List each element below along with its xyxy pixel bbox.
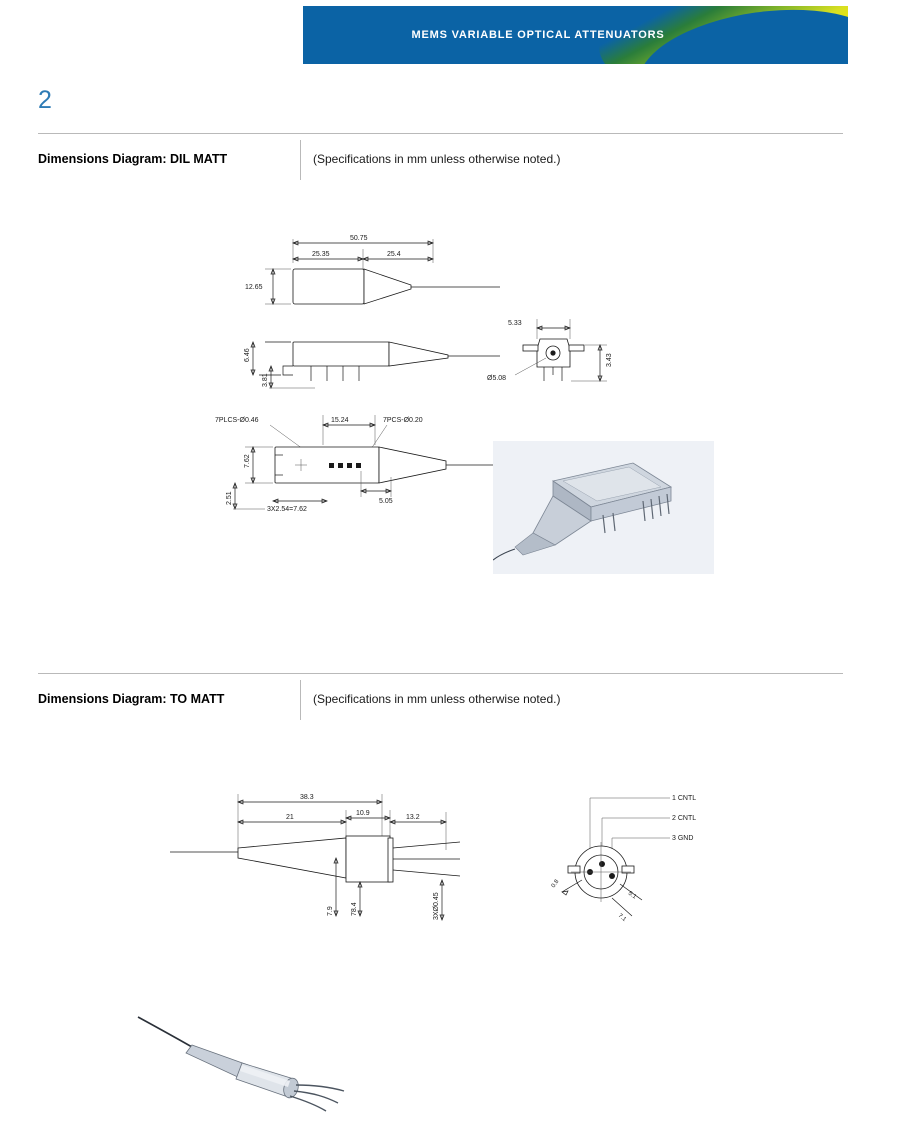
dim-height-12-65: 12.65 bbox=[245, 284, 263, 291]
dim-dia-78-4: 78.4 bbox=[351, 902, 358, 916]
to-dimensions-drawing bbox=[150, 780, 730, 960]
section-note-dil: (Specifications in mm unless otherwise noted.) bbox=[313, 152, 561, 166]
dim-end-dia-5-08: Ø5.08 bbox=[487, 375, 507, 382]
dim-len-13-2: 13.2 bbox=[406, 814, 420, 821]
section-vertical-rule-2 bbox=[300, 680, 301, 720]
label-7plcs: 7PLCS-Ø0.46 bbox=[215, 417, 259, 424]
dim-side-6-46: 6.46 bbox=[244, 348, 251, 362]
dim-top-overall: 50.75 bbox=[350, 235, 368, 242]
dim-overall-38-3: 38.3 bbox=[300, 794, 314, 801]
label-7pcs: 7PCS-Ø0.20 bbox=[383, 417, 423, 424]
dim-5-1: 5.1 bbox=[626, 890, 638, 901]
dim-bottom-15-24: 15.24 bbox=[331, 417, 349, 424]
section-title-to: Dimensions Diagram: TO MATT bbox=[38, 692, 225, 706]
dim-len-10-9: 10.9 bbox=[356, 810, 370, 817]
pin-label-2: 2 CNTL bbox=[672, 815, 697, 822]
dim-bottom-pitch: 3X2.54=7.62 bbox=[267, 506, 307, 513]
section-title-dil: Dimensions Diagram: DIL MATT bbox=[38, 152, 228, 166]
dim-dia-7-9: 7.9 bbox=[327, 906, 334, 916]
dim-0-8: 0.8 bbox=[550, 878, 561, 890]
dim-end-5-33: 5.33 bbox=[508, 320, 522, 327]
dil-product-photo bbox=[493, 441, 714, 574]
section-vertical-rule-1 bbox=[300, 140, 301, 180]
dim-len-21: 21 bbox=[286, 814, 294, 821]
dim-bottom-2-51: 2.51 bbox=[226, 491, 233, 505]
pin-label-1: 1 CNTL bbox=[672, 795, 697, 802]
dim-bottom-7-62: 7.62 bbox=[244, 454, 251, 468]
pin-label-3: 3 GND bbox=[672, 835, 694, 842]
dim-pins-3x: 3XØ0.45 bbox=[433, 892, 440, 920]
dim-7-1: 7.1 bbox=[616, 912, 627, 923]
banner-title: MEMS VARIABLE OPTICAL ATTENUATORS bbox=[411, 29, 665, 41]
page-header-banner bbox=[303, 6, 848, 64]
dim-top-left: 25.35 bbox=[312, 251, 330, 258]
page-number: 2 bbox=[38, 86, 52, 114]
to-product-photo bbox=[130, 1005, 360, 1117]
section-divider-1 bbox=[38, 133, 843, 134]
dim-bottom-5-05: 5.05 bbox=[379, 498, 393, 505]
section-note-to: (Specifications in mm unless otherwise noted.) bbox=[313, 692, 561, 706]
dim-side-3-81: 3.81 bbox=[262, 373, 269, 387]
section-divider-2 bbox=[38, 673, 843, 674]
dim-end-3-43: 3.43 bbox=[606, 353, 613, 367]
dim-top-right: 25.4 bbox=[387, 251, 401, 258]
